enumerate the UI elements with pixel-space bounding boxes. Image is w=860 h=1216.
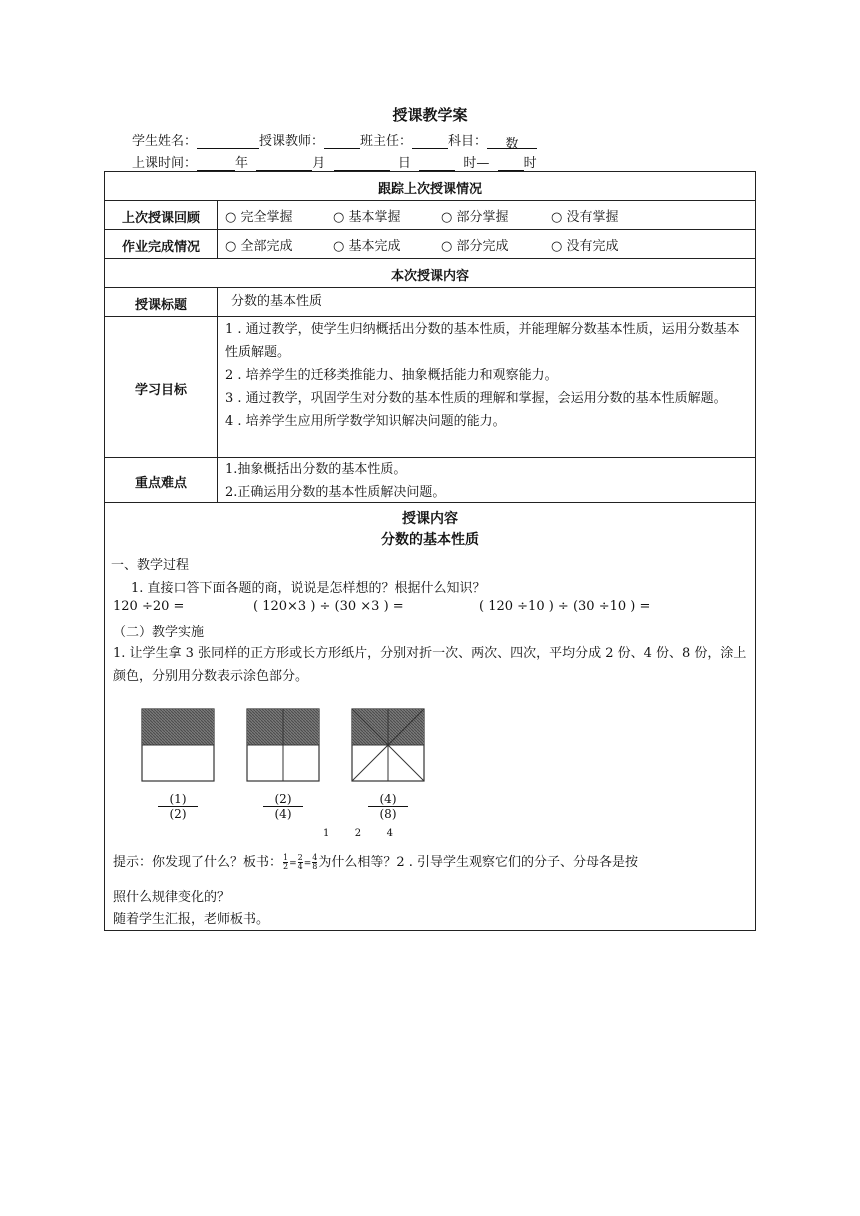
closing-line: 随着学生汇报，老师板书。 <box>113 912 270 927</box>
section-implementation: （二）教学实施 <box>113 625 205 640</box>
hour-to-label: 时 <box>523 156 537 171</box>
homework-label: 作业完成情况 <box>121 240 200 255</box>
fraction-2-4: $\frac{2}{4}$ <box>297 853 303 871</box>
review-option-basic[interactable]: ○ 基本掌握 <box>333 210 401 225</box>
tracking-section-title: 跟踪上次授课情况 <box>377 182 482 197</box>
topic-value: 分数的基本性质 <box>231 294 323 309</box>
month-blank[interactable] <box>256 155 312 171</box>
section-teaching-process: 一、教学过程 <box>111 558 190 573</box>
hint-line-2: 照什么规律变化的？ <box>113 890 231 905</box>
figure-label-top: (2) <box>263 792 303 807</box>
key-point-item: 1.抽象概括出分数的基本性质。 <box>225 462 407 477</box>
goal-item: 3 . 通过教学，巩固学生对分数的基本性质的理解和掌握，会运用分数的基本性质解题。 <box>225 391 727 406</box>
month-label: 月 <box>312 156 326 171</box>
question-1: 1. 直接口答下面各题的商，说说是怎样想的？根据什么知识？ <box>131 581 486 596</box>
goal-item: 2 . 培养学生的迁移类推能力、抽象概括能力和观察能力。 <box>225 368 558 383</box>
day-label: 日 <box>397 156 411 171</box>
hint-line <box>113 854 749 873</box>
row-divider <box>105 258 755 259</box>
review-label: 上次授课回顾 <box>121 211 200 226</box>
figure-label-3 <box>368 792 408 821</box>
fraction-1-2: $\frac{1}{2}$ <box>283 853 289 871</box>
content-title: 授课内容 <box>402 511 458 527</box>
subject-value[interactable]: 数 <box>487 133 537 149</box>
hour-from-label: 时— <box>463 156 490 171</box>
figure-label-1 <box>158 792 198 821</box>
hour-from-blank[interactable] <box>419 155 455 171</box>
key-points-label: 重点难点 <box>134 476 187 491</box>
row-divider <box>105 287 755 288</box>
goals-label: 学习目标 <box>134 383 187 398</box>
step-1: 1. 让学生拿 3 张同样的正方形或长方形纸片，分别对折一次、两次、四次，平均分成 2 份、4 份、8 份，涂上颜色，分别用分数表示涂色部分。 <box>113 646 747 684</box>
stray-marks: 1 2 4 <box>323 828 393 836</box>
content-subtitle: 分数的基本性质 <box>381 532 479 548</box>
homework-option-basic[interactable]: ○ 基本完成 <box>333 239 401 254</box>
figure-label-bottom: (2) <box>169 807 187 821</box>
expression-3: ( 120 ÷10 ) ÷ (30 ÷10 ) = <box>479 599 651 614</box>
goal-item: 1 . 通过教学，使学生归纳概括出分数的基本性质，并能理解分数基本性质，运用分数基本性质解题。 <box>225 322 740 360</box>
lesson-section-title: 本次授课内容 <box>390 269 469 284</box>
review-option-full[interactable]: ○ 完全掌握 <box>225 210 293 225</box>
year-label: 年 <box>235 156 249 171</box>
expression-1: 120 ÷20 = <box>113 599 185 614</box>
student-name-label: 学生姓名： <box>132 134 198 149</box>
equals-sign: = <box>289 859 297 869</box>
day-blank[interactable] <box>334 155 390 171</box>
hour-to-blank[interactable] <box>498 155 524 171</box>
time-label: 上课时间： <box>132 156 198 171</box>
figure-label-bottom: (4) <box>274 807 292 821</box>
figure-label-top: (4) <box>368 792 408 807</box>
figure-label-top: (1) <box>158 792 198 807</box>
year-blank[interactable] <box>197 155 235 171</box>
class-teacher-blank[interactable] <box>412 133 448 149</box>
review-option-none[interactable]: ○ 没有掌握 <box>551 210 619 225</box>
equals-sign: = <box>303 859 312 869</box>
fraction-figures <box>135 702 435 784</box>
class-teacher-label: 班主任： <box>360 134 413 149</box>
lesson-plan-table <box>104 171 756 931</box>
info-line-time <box>132 152 537 171</box>
column-divider <box>217 287 218 502</box>
subject-label: 科目： <box>448 134 488 149</box>
figure-label-2 <box>263 792 303 821</box>
figure-label-bottom: (8) <box>379 807 397 821</box>
homework-option-partial[interactable]: ○ 部分完成 <box>441 239 509 254</box>
key-points-list <box>225 458 751 504</box>
info-line-names <box>132 130 537 152</box>
key-point-item: 2.正确运用分数的基本性质解决问题。 <box>225 485 446 500</box>
goals-list <box>225 318 751 433</box>
teacher-blank[interactable] <box>324 133 360 149</box>
square-half <box>142 709 214 781</box>
homework-option-none[interactable]: ○ 没有完成 <box>551 239 619 254</box>
row-divider <box>105 229 755 230</box>
expression-2: ( 120×3 ) ÷ (30 ×3 ) = <box>253 599 404 614</box>
fraction-4-8: $\frac{4}{8}$ <box>312 853 318 871</box>
column-divider <box>217 200 218 258</box>
page-title: 授课教学案 <box>392 106 468 124</box>
hint-prefix: 提示：你发现了什么？板书： <box>113 855 283 870</box>
square-quarters <box>247 709 319 781</box>
goal-item: 4 . 培养学生应用所学数学知识解决问题的能力。 <box>225 414 506 429</box>
student-name-blank[interactable] <box>197 133 259 149</box>
hint-suffix: 为什么相等？2 . 引导学生观察它们的分子、分母各是按 <box>318 855 639 870</box>
row-divider <box>105 200 755 201</box>
row-divider <box>105 316 755 317</box>
topic-label: 授课标题 <box>134 298 187 313</box>
homework-option-all[interactable]: ○ 全部完成 <box>225 239 293 254</box>
review-option-partial[interactable]: ○ 部分掌握 <box>441 210 509 225</box>
square-eighths <box>352 709 424 781</box>
teacher-label: 授课教师： <box>259 134 325 149</box>
